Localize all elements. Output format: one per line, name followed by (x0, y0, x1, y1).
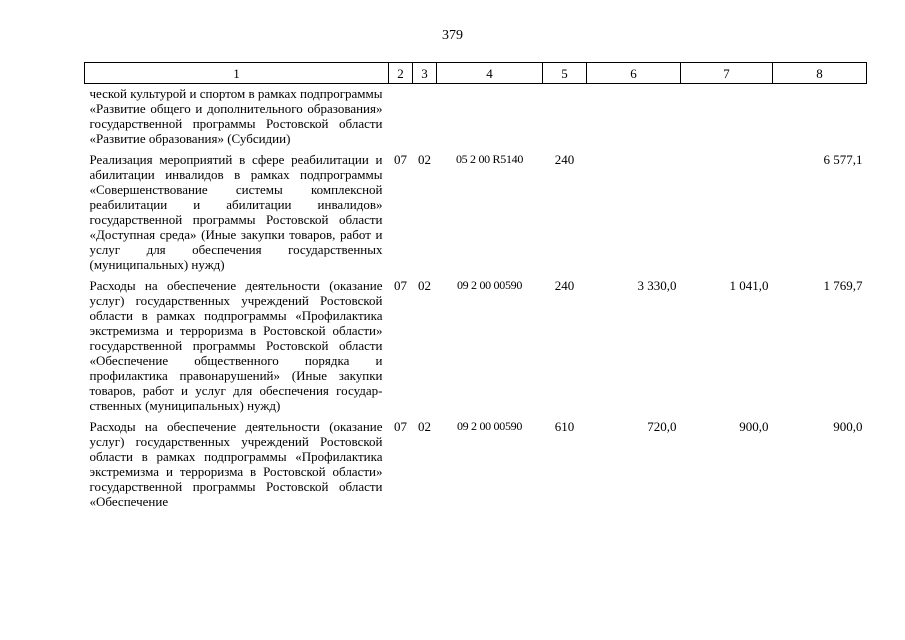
row-target-code: 09 2 00 00590 (456, 419, 523, 433)
row-description: ческой культурой и спортом в рамках подпрограммы «Развитие общего и дополнительного образования» государственной программы Ростовской области «Развитие образования» (Субсидии) (89, 86, 383, 146)
header-col-8: 8 (773, 63, 867, 84)
table-row (85, 84, 867, 147)
row-description: Расходы на обеспечение деятельности (оказание услуг) государственных учреждений Ростовской области в рамках подпрограммы «Профилактика экстремизма и терроризма в Ростовской области» государственной программы Ростовской области «Обеспечение (89, 419, 383, 509)
row-amount-col6 (587, 84, 681, 147)
row-expense-type: 610 (554, 419, 575, 434)
row-amount-col7: 900,0 (739, 419, 769, 434)
row-section (389, 84, 413, 147)
row-target-code (437, 84, 543, 147)
row-subsection: 02 (418, 278, 431, 293)
header-col-2: 2 (389, 63, 413, 84)
header-col-4: 4 (437, 63, 543, 84)
header-col-5: 5 (543, 63, 587, 84)
row-expense-type: 240 (554, 152, 575, 167)
row-target-code: 05 2 00 R5140 (455, 152, 524, 166)
row-amount-col6: 3 330,0 (637, 278, 677, 293)
row-expense-type: 240 (554, 278, 575, 293)
header-row (85, 63, 867, 84)
row-amount-col8: 6 577,1 (823, 152, 863, 167)
row-description: Расходы на обеспечение деятельности (оказание услуг) государственных учреждений Ростовской области в рамках подпрограммы «Профилактика экстремизма и терроризма в Ростовской области» государственной программы Ростовской области «Обеспечение общественного порядка и профилактика правонарушений» (Иные закупки товаров, работ и услуг для обеспечения государственных (муниципальных) нужд) (89, 278, 383, 413)
row-amount-col7 (681, 146, 773, 272)
table-body (85, 84, 867, 510)
row-amount-col6: 720,0 (647, 419, 677, 434)
row-amount-col8: 900,0 (833, 419, 863, 434)
row-amount-col6 (587, 146, 681, 272)
table-row (85, 146, 867, 272)
row-section: 07 (394, 419, 407, 434)
page-number: 379 (442, 28, 463, 43)
row-subsection (413, 84, 437, 147)
row-section: 07 (394, 152, 407, 167)
header-col-1: 1 (85, 63, 389, 84)
row-subsection: 02 (418, 152, 431, 167)
table-row (85, 413, 867, 509)
row-section: 07 (394, 278, 407, 293)
row-description: Реализация мероприятий в сфере реабилитации и абилитации инвалидов в рамках подпрограммы «Совершенствование системы комплексной реабилитации и абилитации инвалидов» государственной программы Ростовской области «Доступная среда» (Иные закупки товаров, работ и услуг для обеспечения государственных (муниципальных) нужд) (89, 152, 383, 272)
row-amount-col7 (681, 84, 773, 147)
row-expense-type (543, 84, 587, 147)
row-amount-col8: 1 769,7 (823, 278, 863, 293)
table-header (85, 63, 867, 84)
row-amount-col8 (773, 84, 867, 147)
row-subsection: 02 (418, 419, 431, 434)
row-target-code: 09 2 00 00590 (456, 278, 523, 292)
header-col-7: 7 (681, 63, 773, 84)
row-amount-col7: 1 041,0 (729, 278, 769, 293)
budget-table (84, 62, 867, 509)
header-col-3: 3 (413, 63, 437, 84)
header-col-6: 6 (587, 63, 681, 84)
table-row (85, 272, 867, 413)
